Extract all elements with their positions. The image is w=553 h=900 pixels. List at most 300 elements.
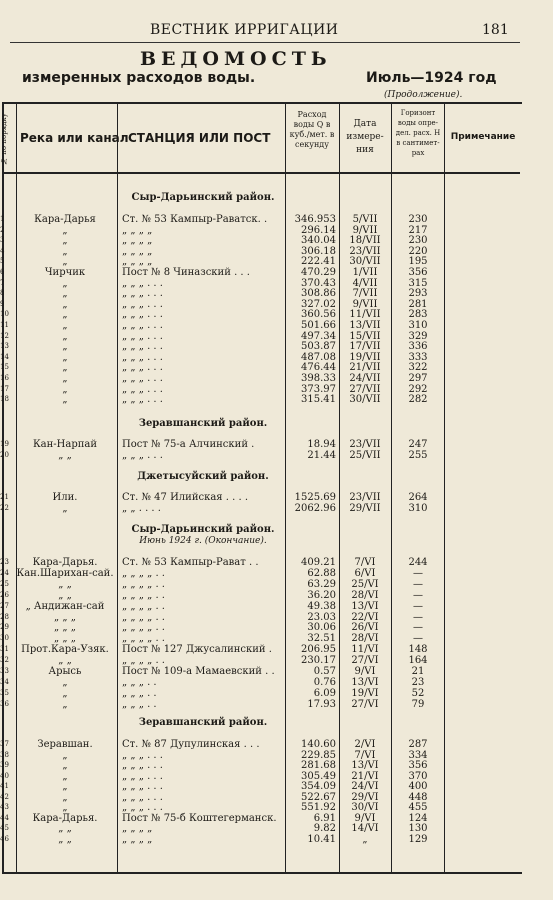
flow-rate-cell: 0.76	[313, 676, 336, 688]
row-number: 42	[0, 792, 9, 801]
row-number: 4	[0, 246, 5, 255]
row-number: 37	[0, 740, 9, 748]
water-level-cell: 333	[408, 351, 428, 363]
row-number: 36	[0, 699, 9, 708]
row-number: 19	[0, 440, 9, 448]
water-level-cell: 281	[408, 298, 428, 310]
table-row	[0, 341, 520, 352]
river-cell: „	[62, 802, 68, 813]
row-number: 34	[0, 677, 9, 686]
column-header-note: Примечание	[450, 132, 516, 142]
row-number: 23	[0, 558, 9, 566]
date-cell: 23/VII	[349, 439, 381, 450]
row-number: 8	[0, 289, 5, 298]
river-cell: Кан.Шарихан-сай.	[16, 567, 114, 579]
river-cell: „	[62, 698, 68, 710]
water-level-cell: 21	[411, 666, 425, 677]
river-cell: Кара-Дарья.	[32, 812, 98, 824]
date-cell: 29/VII	[349, 503, 381, 514]
water-level-cell: 130	[408, 823, 428, 834]
water-level-cell: 292	[408, 383, 428, 395]
flow-rate-cell: 340.04	[301, 235, 336, 247]
river-cell: „ „	[58, 833, 72, 845]
date-cell: 11/VII	[349, 309, 381, 321]
table-row	[0, 699, 520, 710]
table-row	[0, 394, 520, 405]
table-row	[0, 750, 520, 761]
table-row	[0, 362, 520, 373]
flow-rate-cell: 308.86	[301, 288, 336, 300]
river-cell: „	[62, 770, 68, 782]
date-cell: 9/VI	[354, 812, 376, 824]
water-level-cell: —	[413, 633, 423, 645]
document-title: ВЕДОМОСТЬ	[140, 48, 332, 70]
section-heading: Сыр-Дарьинский район.	[131, 192, 275, 203]
water-level-cell: 448	[408, 791, 428, 803]
water-level-cell: 52	[411, 687, 425, 699]
row-number: 32	[0, 656, 9, 665]
station-cell: „ „ „ . . .	[122, 330, 163, 342]
station-cell: „ „ . . . .	[122, 503, 161, 514]
table-row	[0, 373, 520, 384]
station-cell: Пост № 8 Чиназский . . .	[122, 267, 250, 278]
river-cell: „	[62, 781, 68, 792]
station-cell: „ „ „ . . .	[122, 341, 163, 353]
flow-rate-cell: 0.57	[313, 666, 336, 677]
station-cell: Ст. № 53 Кампыр-Рават . .	[122, 557, 259, 568]
water-level-cell: 370	[408, 770, 428, 782]
column-header-date: Дата измере- ния	[346, 119, 384, 155]
date-cell: 25/VI	[351, 578, 379, 590]
flow-rate-cell: 409.21	[301, 557, 336, 568]
flow-rate-cell: 2062.96	[294, 503, 336, 514]
water-level-cell: 283	[408, 309, 428, 321]
flow-rate-cell: 305.49	[301, 770, 336, 782]
date-cell: 7/VI	[354, 749, 376, 761]
date-cell: 2/VI	[354, 739, 376, 750]
water-level-cell: 148	[408, 644, 428, 656]
date-cell: 28/VI	[351, 589, 379, 601]
water-level-cell: 356	[408, 760, 428, 771]
table-row	[0, 568, 520, 579]
flow-rate-cell: 551.92	[301, 802, 336, 813]
date-cell: 1/VII	[352, 267, 378, 278]
flow-rate-cell: 63.29	[307, 578, 336, 590]
river-cell: „	[62, 394, 68, 406]
table-row	[0, 601, 520, 612]
river-cell: Прот.Кара-Узяк.	[21, 644, 109, 656]
river-cell: „	[62, 224, 68, 236]
water-level-cell: 310	[408, 320, 428, 331]
row-number: 3	[0, 236, 5, 245]
row-number: 39	[0, 761, 9, 769]
river-cell: „	[62, 320, 68, 331]
row-number: 44	[0, 813, 9, 822]
row-number: 12	[0, 331, 9, 340]
river-cell: „	[62, 362, 68, 374]
date-cell: 22/VI	[351, 611, 379, 623]
column-header-river: Река или канал	[20, 131, 129, 145]
flow-rate-cell: 140.60	[301, 739, 336, 750]
station-cell: „ „ „ . . .	[122, 320, 163, 331]
table-row	[0, 760, 520, 771]
water-level-cell: —	[413, 567, 423, 579]
flow-rate-cell: 30.06	[307, 622, 336, 634]
date-cell: „	[362, 833, 368, 845]
river-cell: „	[62, 256, 68, 268]
table-row	[0, 655, 520, 666]
date-cell: 30/VI	[351, 802, 379, 813]
table-row	[0, 579, 520, 590]
table-row	[0, 813, 520, 824]
date-cell: 14/VI	[351, 823, 379, 834]
flow-rate-cell: 497.34	[301, 330, 336, 342]
river-cell: „	[62, 298, 68, 310]
table-row	[0, 288, 520, 299]
section-heading: Сыр-Дарьинский район.	[131, 524, 275, 535]
date-cell: 24/VI	[351, 781, 379, 792]
table-row	[0, 823, 520, 834]
flow-rate-cell: 49.38	[307, 600, 336, 612]
river-cell: „	[62, 245, 68, 257]
station-cell: „ „ „ „ . .	[122, 622, 165, 634]
station-cell: „ „ „ „ . .	[122, 600, 165, 612]
row-number: 18	[0, 395, 9, 404]
flow-rate-cell: 476.44	[301, 362, 336, 374]
table-row	[0, 309, 520, 320]
continuation-note: (Продолжение).	[384, 90, 463, 100]
water-level-cell: 455	[408, 802, 428, 813]
section-heading: Зеравшанский район.	[138, 418, 268, 429]
river-cell: „	[62, 288, 68, 300]
river-cell: „	[62, 383, 68, 395]
table-row	[0, 439, 520, 450]
water-level-cell: 255	[408, 450, 428, 461]
flow-rate-cell: 21.44	[307, 450, 336, 461]
column-header-station: СТАНЦИЯ ИЛИ ПОСТ	[128, 131, 271, 145]
table-row	[0, 299, 520, 310]
table-row	[0, 278, 520, 289]
row-number: 40	[0, 771, 9, 780]
station-cell: „ „ „ „ . .	[122, 567, 165, 579]
river-cell: „	[62, 749, 68, 761]
row-number: 13	[0, 342, 9, 351]
water-level-cell: —	[413, 600, 423, 612]
row-number: 45	[0, 824, 9, 832]
table-row	[0, 622, 520, 633]
river-cell: „	[62, 235, 68, 247]
river-cell: Кара-Дарья	[34, 214, 96, 225]
water-level-cell: 329	[408, 330, 428, 342]
station-cell: Ст. № 47 Илийская . . . .	[122, 492, 249, 503]
section-heading: Зеравшанский район.	[138, 717, 268, 728]
flow-rate-cell: 206.95	[301, 644, 336, 656]
date-cell: 24/VII	[349, 373, 381, 384]
date-cell: 17/VII	[349, 341, 381, 353]
river-cell: Кан-Нарпай	[32, 439, 98, 450]
station-cell: „ „ „ „	[122, 256, 153, 268]
row-number: 6	[0, 268, 5, 276]
water-level-cell: 247	[408, 439, 428, 450]
column-header-level: Горизонт воды опре- дел. расх. Н в сантимет- рах	[395, 109, 441, 157]
flow-rate-cell: 10.41	[307, 833, 336, 845]
date-cell: 23/VII	[349, 245, 381, 257]
date-cell: 13/VI	[351, 760, 379, 771]
flow-rate-cell: 32.51	[307, 633, 336, 645]
table-row	[0, 739, 520, 750]
water-level-cell: 220	[408, 245, 428, 257]
river-cell: „ „ „	[54, 633, 76, 645]
table-row	[0, 450, 520, 461]
flow-rate-cell: 18.94	[307, 439, 336, 450]
water-level-cell: 79	[411, 698, 425, 710]
water-level-cell: 230	[408, 235, 428, 247]
table-row	[0, 352, 520, 363]
station-cell: „ „ „ „	[122, 224, 153, 236]
page-number: 181	[482, 22, 509, 38]
station-cell: „ „ „ „	[122, 823, 153, 834]
station-cell: „ „ „ „ . .	[122, 655, 165, 667]
flow-rate-cell: 1525.69	[294, 492, 336, 503]
date-cell: 13/VI	[351, 600, 379, 612]
river-cell: Чирчик	[44, 267, 86, 278]
date-cell: 9/VII	[352, 224, 378, 236]
row-number: 24	[0, 568, 9, 577]
flow-rate-cell: 398.33	[301, 373, 336, 384]
table-row	[0, 235, 520, 246]
station-cell: „ „ „ . . .	[122, 288, 163, 300]
row-number: 35	[0, 688, 9, 697]
date-cell: 4/VII	[352, 277, 378, 289]
water-level-cell: 336	[408, 341, 428, 353]
table-row	[0, 225, 520, 236]
date-cell: 30/VII	[349, 394, 381, 406]
section-heading: Джетысуйский район.	[137, 471, 269, 482]
station-cell: „ „ „ „ . .	[122, 611, 165, 623]
flow-rate-cell: 230.17	[301, 655, 336, 667]
water-level-cell: 293	[408, 288, 428, 300]
flow-rate-cell: 373.97	[301, 383, 336, 395]
row-number: 14	[0, 352, 9, 361]
row-number: 33	[0, 667, 9, 675]
river-cell: „	[62, 330, 68, 342]
table-row	[0, 688, 520, 699]
row-number: 26	[0, 590, 9, 599]
table-row	[0, 677, 520, 688]
date-cell: 23/VII	[349, 492, 381, 503]
flow-rate-cell: 503.87	[301, 341, 336, 353]
date-cell: 28/VI	[351, 633, 379, 645]
river-cell: „ „	[58, 450, 72, 461]
station-cell: „ „ „ . . .	[122, 791, 163, 803]
table-row	[0, 644, 520, 655]
station-cell: „ „ „ „	[122, 235, 153, 247]
station-cell: „ „ „ . . .	[122, 362, 163, 374]
flow-rate-cell: 17.93	[307, 698, 336, 710]
date-cell: 9/VI	[354, 666, 376, 677]
flow-rate-cell: 354.09	[301, 781, 336, 792]
flow-rate-cell: 62.88	[307, 567, 336, 579]
table-row	[0, 492, 520, 503]
water-level-cell: 282	[408, 394, 428, 406]
date-cell: 30/VII	[349, 256, 381, 268]
date-cell: 27/VI	[351, 655, 379, 667]
section-subheading: Июнь 1924 г. (Окончание).	[139, 536, 267, 546]
river-cell: „	[62, 503, 68, 514]
date-cell: 7/VII	[352, 288, 378, 300]
river-cell: „	[62, 351, 68, 363]
water-level-cell: —	[413, 622, 423, 634]
flow-rate-cell: 6.09	[313, 687, 336, 699]
table-row	[0, 792, 520, 803]
water-level-cell: 310	[408, 503, 428, 514]
water-level-cell: 356	[408, 267, 428, 278]
water-level-cell: 244	[408, 557, 428, 568]
flow-rate-cell: 501.66	[301, 320, 336, 331]
water-level-cell: 217	[408, 224, 428, 236]
flow-rate-cell: 470.29	[301, 267, 336, 278]
station-cell: Пост № 75-а Алчинский .	[122, 439, 255, 450]
month-year: Июль—1924 год	[366, 70, 497, 86]
river-cell: „	[62, 309, 68, 321]
header-rule	[10, 42, 520, 43]
table-row	[0, 503, 520, 514]
date-cell: 13/VII	[349, 320, 381, 331]
date-cell: 19/VII	[349, 351, 381, 363]
date-cell: 15/VII	[349, 330, 381, 342]
date-cell: 7/VI	[354, 557, 376, 568]
river-cell: „	[62, 373, 68, 384]
river-cell: „ Андижан-сай	[25, 600, 105, 612]
column-header-rate: Расход воды Q в куб./мет. в секунду	[289, 110, 335, 149]
row-number: 11	[0, 321, 9, 329]
flow-rate-cell: 281.68	[301, 760, 336, 771]
station-cell: „ „ „ . . .	[122, 749, 163, 761]
flow-rate-cell: 360.56	[301, 309, 336, 321]
table-row	[0, 771, 520, 782]
table-row	[0, 590, 520, 601]
station-cell: „ „ „ . . .	[122, 351, 163, 363]
flow-rate-cell: 522.67	[301, 791, 336, 803]
date-cell: 21/VII	[349, 362, 381, 374]
table-row	[0, 331, 520, 342]
row-number: 16	[0, 374, 9, 382]
station-cell: „ „ „ „ . .	[122, 589, 165, 601]
river-cell: „	[62, 676, 68, 688]
river-cell: Или.	[52, 492, 78, 503]
row-number: 41	[0, 782, 9, 790]
table-row	[0, 612, 520, 623]
water-level-cell: 315	[408, 277, 428, 289]
row-number: 28	[0, 612, 9, 621]
row-number: 17	[0, 384, 9, 393]
station-cell: „ „ „ . . .	[122, 760, 163, 771]
river-cell: „	[62, 760, 68, 771]
row-number: 1	[0, 215, 5, 223]
water-level-cell: 264	[408, 492, 428, 503]
river-cell: Арысь	[48, 666, 82, 677]
water-level-cell: 322	[408, 362, 428, 374]
river-cell: „	[62, 341, 68, 353]
river-cell: „ „	[58, 823, 72, 834]
column-header-num: № по порядку	[0, 113, 8, 166]
water-level-cell: 297	[408, 373, 428, 384]
station-cell: „ „ „ . .	[122, 676, 157, 688]
date-cell: 21/VI	[351, 770, 379, 782]
row-number: 9	[0, 299, 5, 308]
river-cell: „ „ „	[54, 622, 76, 634]
station-cell: „ „ „ „	[122, 245, 153, 257]
station-cell: „ „ „ . . .	[122, 450, 163, 461]
station-cell: „ „ „ . . .	[122, 277, 163, 289]
flow-rate-cell: 6.91	[313, 812, 336, 824]
row-number: 30	[0, 634, 9, 643]
date-cell: 27/VI	[351, 698, 379, 710]
header-separator	[2, 172, 520, 174]
station-cell: Пост № 127 Джусалинский .	[122, 644, 272, 656]
date-cell: 11/VI	[351, 644, 379, 656]
river-cell: „ „	[58, 589, 72, 601]
water-level-cell: 195	[408, 256, 428, 268]
table-row	[0, 666, 520, 677]
row-number: 46	[0, 834, 9, 843]
date-cell: 5/VII	[352, 214, 378, 225]
station-cell: Пост № 109-а Мамаевский . .	[122, 666, 275, 677]
water-level-cell: 400	[408, 781, 428, 792]
flow-rate-cell: 487.08	[301, 351, 336, 363]
station-cell: „ „ „ . . .	[122, 309, 163, 321]
station-cell: „ „ „ . . .	[122, 373, 163, 384]
water-level-cell: 287	[408, 739, 428, 750]
station-cell: „ „ „ . . .	[122, 781, 163, 792]
table-row	[0, 246, 520, 257]
river-cell: „ „	[58, 578, 72, 590]
flow-rate-cell: 229.85	[301, 749, 336, 761]
date-cell: 25/VII	[349, 450, 381, 461]
table-row	[0, 256, 520, 267]
flow-rate-cell: 296.14	[301, 224, 336, 236]
table-row	[0, 557, 520, 568]
river-cell: „	[62, 687, 68, 699]
river-cell: Зеравшан.	[37, 739, 93, 750]
station-cell: „ „ „ „ . .	[122, 578, 165, 590]
date-cell: 18/VII	[349, 235, 381, 247]
date-cell: 29/VI	[351, 791, 379, 803]
table-row	[0, 320, 520, 331]
table-row	[0, 267, 520, 278]
water-level-cell: —	[413, 578, 423, 590]
water-level-cell: 334	[408, 749, 428, 761]
table-row	[0, 781, 520, 792]
row-number: 10	[0, 310, 9, 319]
water-level-cell: 230	[408, 214, 428, 225]
station-cell: „ „ „ . . .	[122, 770, 163, 782]
row-number: 31	[0, 645, 9, 654]
document-subtitle: измеренных расходов воды.	[22, 70, 256, 86]
flow-rate-cell: 36.20	[307, 589, 336, 601]
flow-rate-cell: 9.82	[313, 823, 336, 834]
journal-title: ВЕСТНИК ИРРИГАЦИИ	[150, 22, 339, 38]
flow-rate-cell: 23.03	[307, 611, 336, 623]
river-cell: Кара-Дарья.	[32, 557, 98, 568]
row-number: 21	[0, 493, 9, 501]
station-cell: „ „ „ „ . .	[122, 633, 165, 645]
flow-rate-cell: 327.02	[301, 298, 336, 310]
station-cell: Пост № 75-б Коштегерманск.	[122, 812, 277, 824]
row-number: 5	[0, 257, 5, 266]
station-cell: Ст. № 87 Дупулинская . . .	[122, 739, 260, 750]
row-number: 38	[0, 750, 9, 759]
